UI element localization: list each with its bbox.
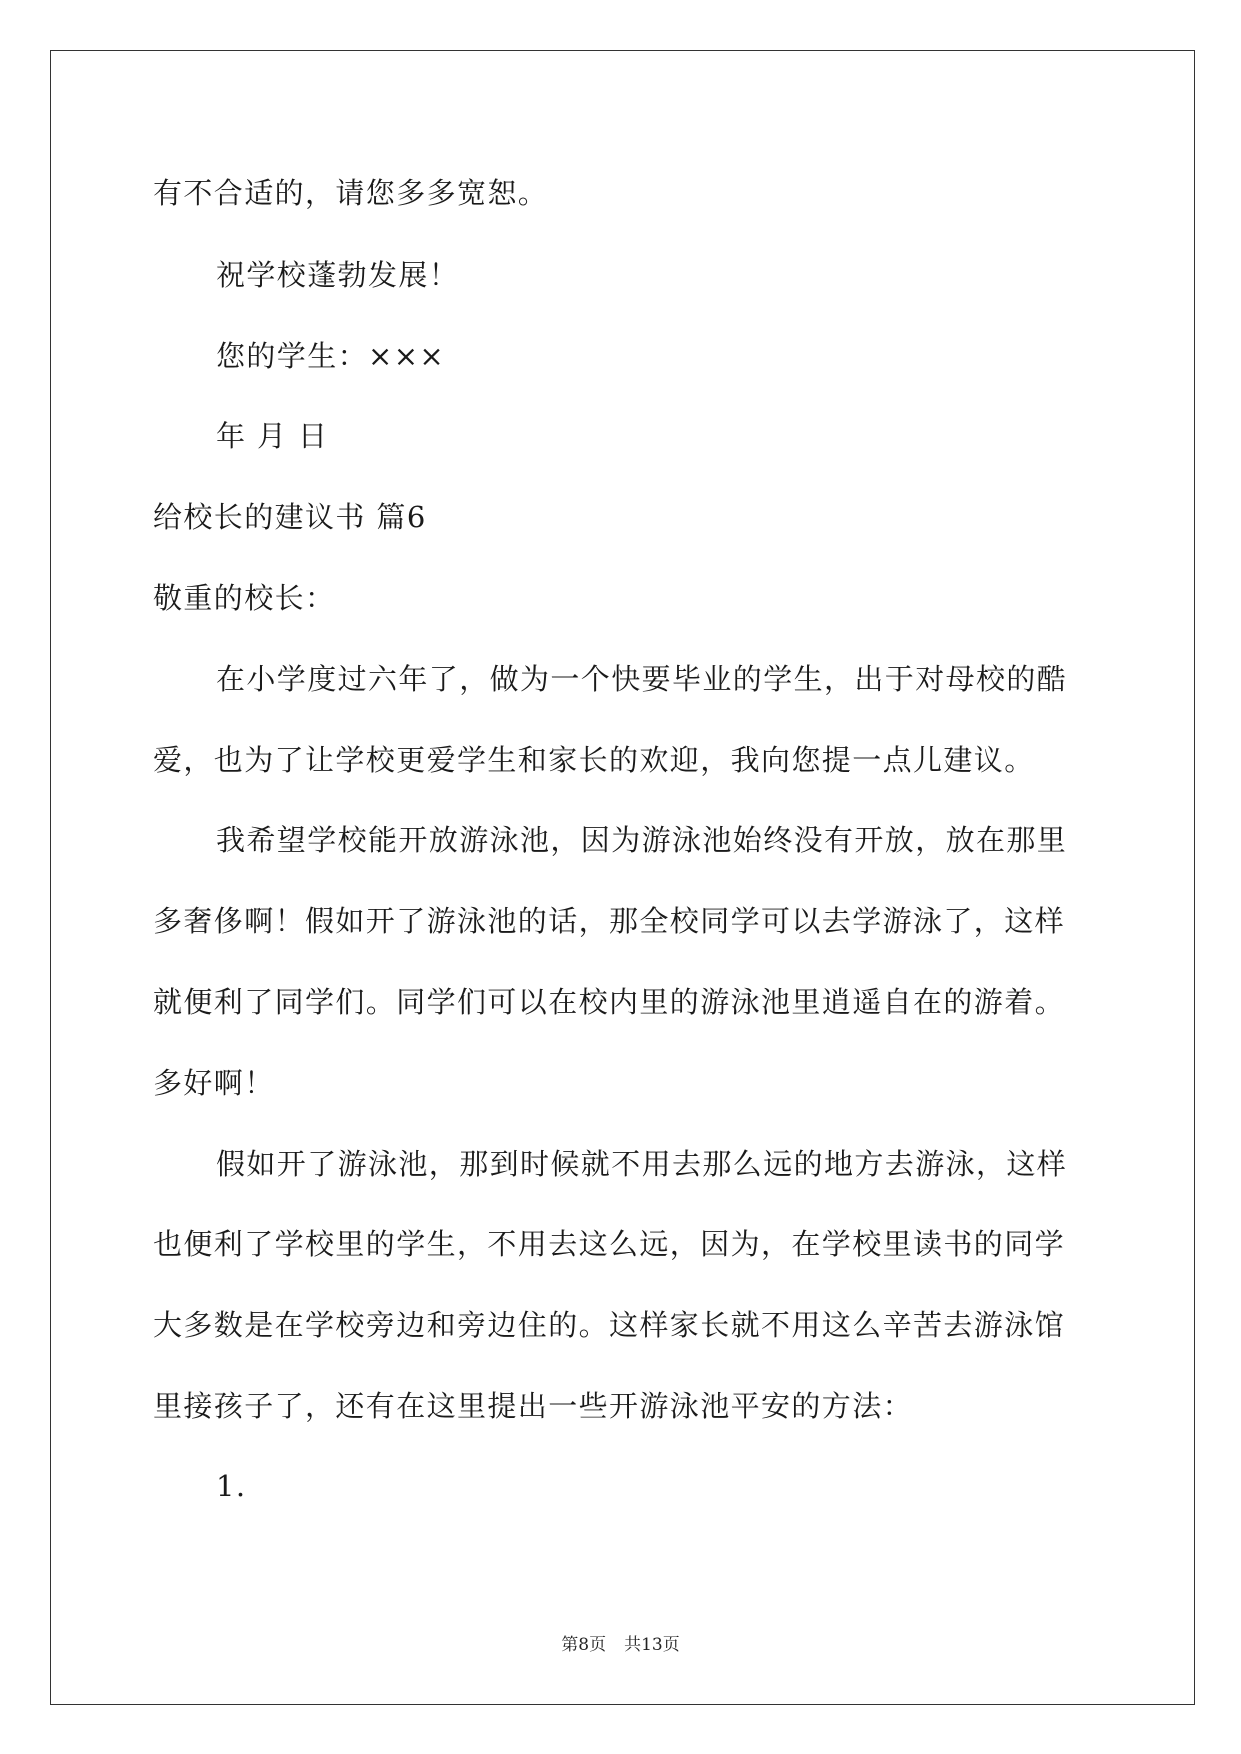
- text-line: 您的学生：×××: [216, 339, 446, 373]
- text-line: 假如开了游泳池，那到时候就不用去那么远的地方去游泳，这样: [216, 1147, 1068, 1181]
- page-number: 第8页: [561, 1635, 607, 1655]
- text-line: 也便利了学校里的学生，不用去这么远，因为，在学校里读书的同学: [153, 1227, 1066, 1261]
- salutation: 敬重的校长：: [153, 581, 336, 615]
- text-line: 祝学校蓬勃发展！: [216, 258, 460, 292]
- page-border: [50, 50, 1195, 1705]
- page-footer: [0, 1634, 1241, 1656]
- date-line: 年 月 日: [216, 419, 329, 453]
- text-line: 大多数是在学校旁边和旁边住的。这样家长就不用这么辛苦去游泳馆: [153, 1308, 1066, 1342]
- text-line: 多好啊！: [153, 1066, 275, 1100]
- text-line: 爱，也为了让学校更爱学生和家长的欢迎，我向您提一点儿建议。: [153, 743, 1035, 777]
- text-line: 就便利了同学们。同学们可以在校内里的游泳池里逍遥自在的游着。: [153, 985, 1066, 1019]
- page-total: 共13页: [624, 1635, 680, 1655]
- text-line: 我希望学校能开放游泳池，因为游泳池始终没有开放，放在那里: [216, 823, 1068, 857]
- text-line: 多奢侈啊！假如开了游泳池的话，那全校同学可以去学游泳了，这样: [153, 904, 1066, 938]
- text-line: 有不合适的，请您多多宽恕。: [153, 176, 549, 210]
- text-line: 里接孩子了，还有在这里提出一些开游泳池平安的方法：: [153, 1389, 914, 1423]
- text-line: 在小学度过六年了，做为一个快要毕业的学生，出于对母校的酷: [216, 662, 1068, 696]
- section-title: 给校长的建议书 篇6: [153, 500, 427, 534]
- list-item-number: 1.: [216, 1469, 247, 1503]
